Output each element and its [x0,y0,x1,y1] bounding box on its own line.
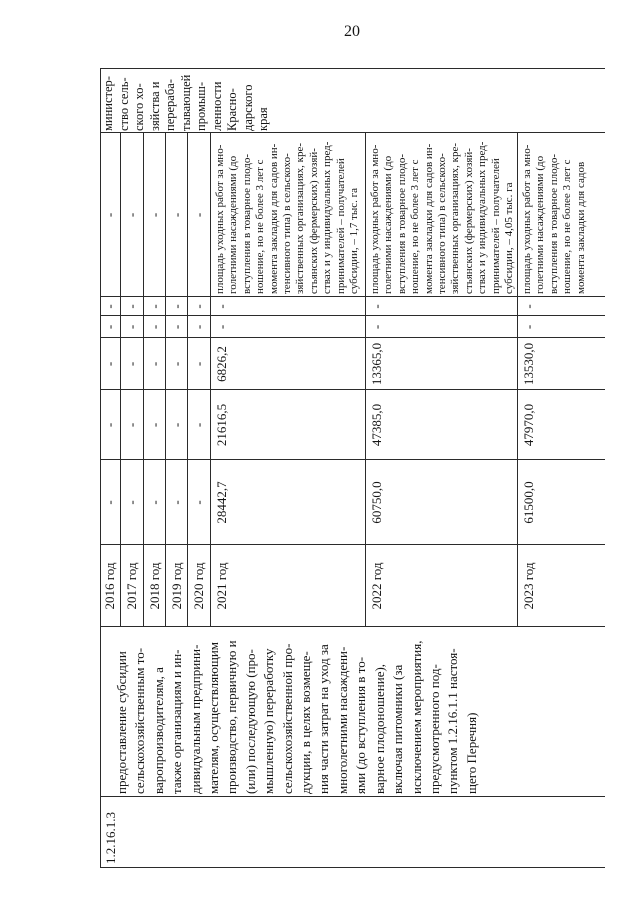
text-line: дивидуальным предприни- [187,644,203,794]
text-line: мышленную) переработку [261,648,277,794]
rotated-table [100,68,605,868]
page-number: 20 [344,23,360,40]
amount-part-3-cell: - [124,324,139,330]
text-line: промыш- [194,81,208,131]
text-line: тывающей [178,74,193,131]
result-cell [214,133,361,297]
text-line: голетними насаждениями (до [227,155,240,294]
amount-total-cell: - [102,500,117,505]
year-cell: 2022 год [369,562,384,610]
text-line: варопроизводителям, а [150,667,166,794]
text-line: момента закладки для садов ин- [422,143,435,294]
text-line: площадь уходных работ за мно- [214,144,226,294]
amount-part-4-cell: - [214,304,229,309]
text-line: вступления в товарное плодо- [395,153,408,294]
text-line: включая питомники (за [390,664,406,794]
text-line: дукции, в целях возмеще- [298,651,314,794]
amount-total-cell: - [147,500,162,505]
result-cell: - [169,212,184,218]
text-line: предусмотренного под- [426,664,442,794]
text-line: сельскохозяйственным то- [132,647,148,794]
text-line: щего Перечня) [463,712,479,794]
year-cell: 2016 год [102,562,117,610]
amount-total-cell: 28442,7 [214,481,229,524]
amount-part-4-cell: - [124,304,139,309]
amount-part-2-cell: 13365,0 [369,342,384,386]
item-number: 1.2.16.1.3 [103,812,118,864]
text-line: ствах и у индивидуальных пред- [476,141,489,294]
text-line: субсидии, – 1,7 тыс. га [348,187,361,294]
text-line: Красно- [225,88,239,131]
text-line: также организациям и ин- [169,649,185,794]
text-line: сельскохозяйственной про- [279,643,295,794]
text-line: момента закладки для садов [574,161,587,294]
text-line: дарского [240,84,255,131]
text-line: пунктом 1.2.16.1.1 настоя- [445,648,461,794]
amount-part-2-cell: - [169,361,184,367]
text-line: тенсивного типа) в сельскохо- [436,153,449,294]
year-cell: 2020 год [191,562,206,610]
amount-total-cell: 60750,0 [369,481,384,524]
amount-part-2-cell: - [124,361,139,367]
text-line: предоставление субсидии [114,651,129,794]
amount-part-2-cell: - [102,361,117,367]
amount-part-4-cell: - [169,304,184,309]
amount-part-2-cell: - [147,361,162,367]
amount-part-2-cell: 6826,2 [214,346,229,382]
amount-part-4-cell: - [102,304,117,309]
result-cell [521,133,588,297]
text-line: стьянских (фермерских) хозяй- [462,148,475,294]
text-line: ношение, но не более 3 лет с [409,159,422,294]
amount-part-2-cell: - [191,361,206,367]
amount-total-cell: 61500,0 [521,481,536,524]
text-line: принимателей – получателей [489,158,502,294]
text-line: ями (до вступления в то- [353,656,369,794]
text-line: варное плодоношение), [371,663,387,794]
measure-description [113,627,481,797]
text-line: площадь уходных работ за мно- [369,144,381,294]
text-line: голетними насаждениями (до [534,155,547,294]
amount-part-1-cell: 47970,0 [521,403,536,447]
text-line: ленности [209,81,224,131]
text-line: ского хо- [132,83,146,131]
amount-part-1-cell: - [124,422,139,428]
amount-part-3-cell: - [169,324,184,330]
text-line: вступления в товарное плодо- [240,153,253,294]
text-line: исключением мероприятия, [408,640,424,794]
text-line: зяйства и [147,81,162,131]
text-line: зяйственных организациях, кре- [449,142,462,294]
text-line: момента закладки для садов ин- [267,143,280,294]
amount-part-1-cell: - [102,422,117,428]
amount-part-3-cell: - [147,324,162,330]
text-line: края [256,107,270,131]
text-line: вступления в товарное плодо- [547,153,560,294]
text-line: ство сель- [116,77,131,131]
text-line: ношение, но не более 3 лет с [561,159,574,294]
year-cell: 2023 год [521,562,536,610]
text-line: ствах и у индивидуальных пред- [321,141,334,294]
amount-part-1-cell: - [147,422,162,428]
text-line: ния части затрат на уход за [316,644,332,794]
amount-part-2-cell: 13530,0 [521,342,536,386]
text-line: министер- [101,76,115,131]
amount-total-cell: - [191,500,206,505]
text-line: производство, первичную и [224,640,240,794]
amount-part-4-cell: - [521,304,536,309]
year-cell: 2021 год [214,562,229,610]
result-cell [369,133,516,297]
amount-total-cell: - [124,500,139,505]
amount-part-3-cell: - [214,324,229,330]
amount-part-1-cell: - [191,422,206,428]
amount-part-4-cell: - [147,304,162,309]
text-line: мателям, осуществляющим [206,641,222,794]
year-cell: 2017 год [124,562,139,610]
text-line: зяйственных организациях, кре- [294,142,307,294]
amount-part-3-cell: - [191,324,206,330]
text-line: площадь уходных работ за мно- [521,144,533,294]
text-line: многолетними насаждени- [334,646,350,794]
text-line: (или) последующую (про- [242,649,258,794]
result-cell: - [147,212,162,218]
result-cell: - [102,212,117,218]
year-cell: 2018 год [147,562,162,610]
amount-part-4-cell: - [369,304,384,309]
amount-part-3-cell: - [369,324,384,330]
result-cell: - [124,212,139,218]
text-line: ношение, но не более 3 лет с [254,159,267,294]
text-line: перераба- [163,79,177,131]
amount-part-3-cell: - [521,324,536,330]
amount-total-cell: - [169,500,184,505]
amount-part-4-cell: - [191,304,206,309]
amount-part-1-cell: 21616,5 [214,403,229,447]
result-cell: - [191,212,206,218]
amount-part-1-cell: - [169,422,184,428]
year-cell: 2019 год [169,562,184,610]
text-line: тенсивного типа) в сельскохо- [281,153,294,294]
text-line: голетними насаждениями (до [382,155,395,294]
amount-part-1-cell: 47385,0 [369,403,384,447]
text-line: субсидии, – 4,05 тыс. га [503,182,516,294]
text-line: принимателей – получателей [334,158,347,294]
executor-cell [101,68,272,133]
text-line: стьянских (фермерских) хозяй- [307,148,320,294]
amount-part-3-cell: - [102,324,117,330]
